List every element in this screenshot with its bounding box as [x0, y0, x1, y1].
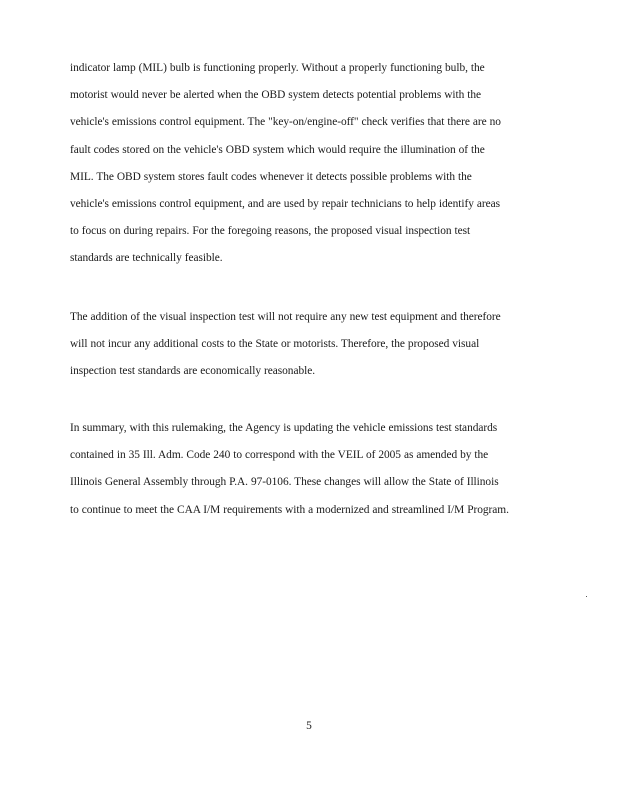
text-line: standards are technically feasible.	[70, 252, 223, 265]
paragraph-mil-visual-inspection	[70, 55, 548, 273]
text-line: Illinois General Assembly through P.A. 97-0106. These changes will allow the State of Illinois	[70, 476, 499, 489]
text-line: inspection test standards are economically reasonable.	[70, 365, 316, 378]
text-line: fault codes stored on the vehicle's OBD system which would require the illumination of the	[70, 143, 485, 156]
text-line: to continue to meet the CAA I/M requirements with a modernized and streamlined I/M Program.	[70, 503, 509, 516]
page-number: 5	[306, 720, 312, 732]
text-line: contained in 35 Ill. Adm. Code 240 to correspond with the VEIL of 2005 as amended by the	[70, 449, 489, 462]
text-line: motorist would never be alerted when the OBD system detects potential problems with the	[70, 89, 482, 102]
text-line: indicator lamp (MIL) bulb is functioning properly. Without a properly functioning bulb, the	[70, 62, 485, 74]
text-line: will not incur any additional costs to the State or motorists. Therefore, the proposed visual	[70, 338, 480, 351]
text-line: vehicle's emissions control equipment. The "key-on/engine-off" check verifies that there are no	[70, 116, 501, 129]
text-line: vehicle's emissions control equipment, and are used by repair technicians to help identify areas	[70, 198, 501, 211]
text-line: MIL. The OBD system stores fault codes whenever it detects possible problems with the	[70, 170, 472, 183]
scan-artifact	[586, 596, 587, 597]
paragraph-economic-reasonableness	[70, 304, 548, 386]
paragraph-summary	[70, 415, 548, 524]
text-line: In summary, with this rulemaking, the Agency is updating the vehicle emissions test standards	[70, 422, 498, 434]
text-line: The addition of the visual inspection test will not require any new test equipment and therefore	[70, 311, 501, 323]
text-line: to focus on during repairs. For the foregoing reasons, the proposed visual inspection test	[70, 225, 471, 238]
